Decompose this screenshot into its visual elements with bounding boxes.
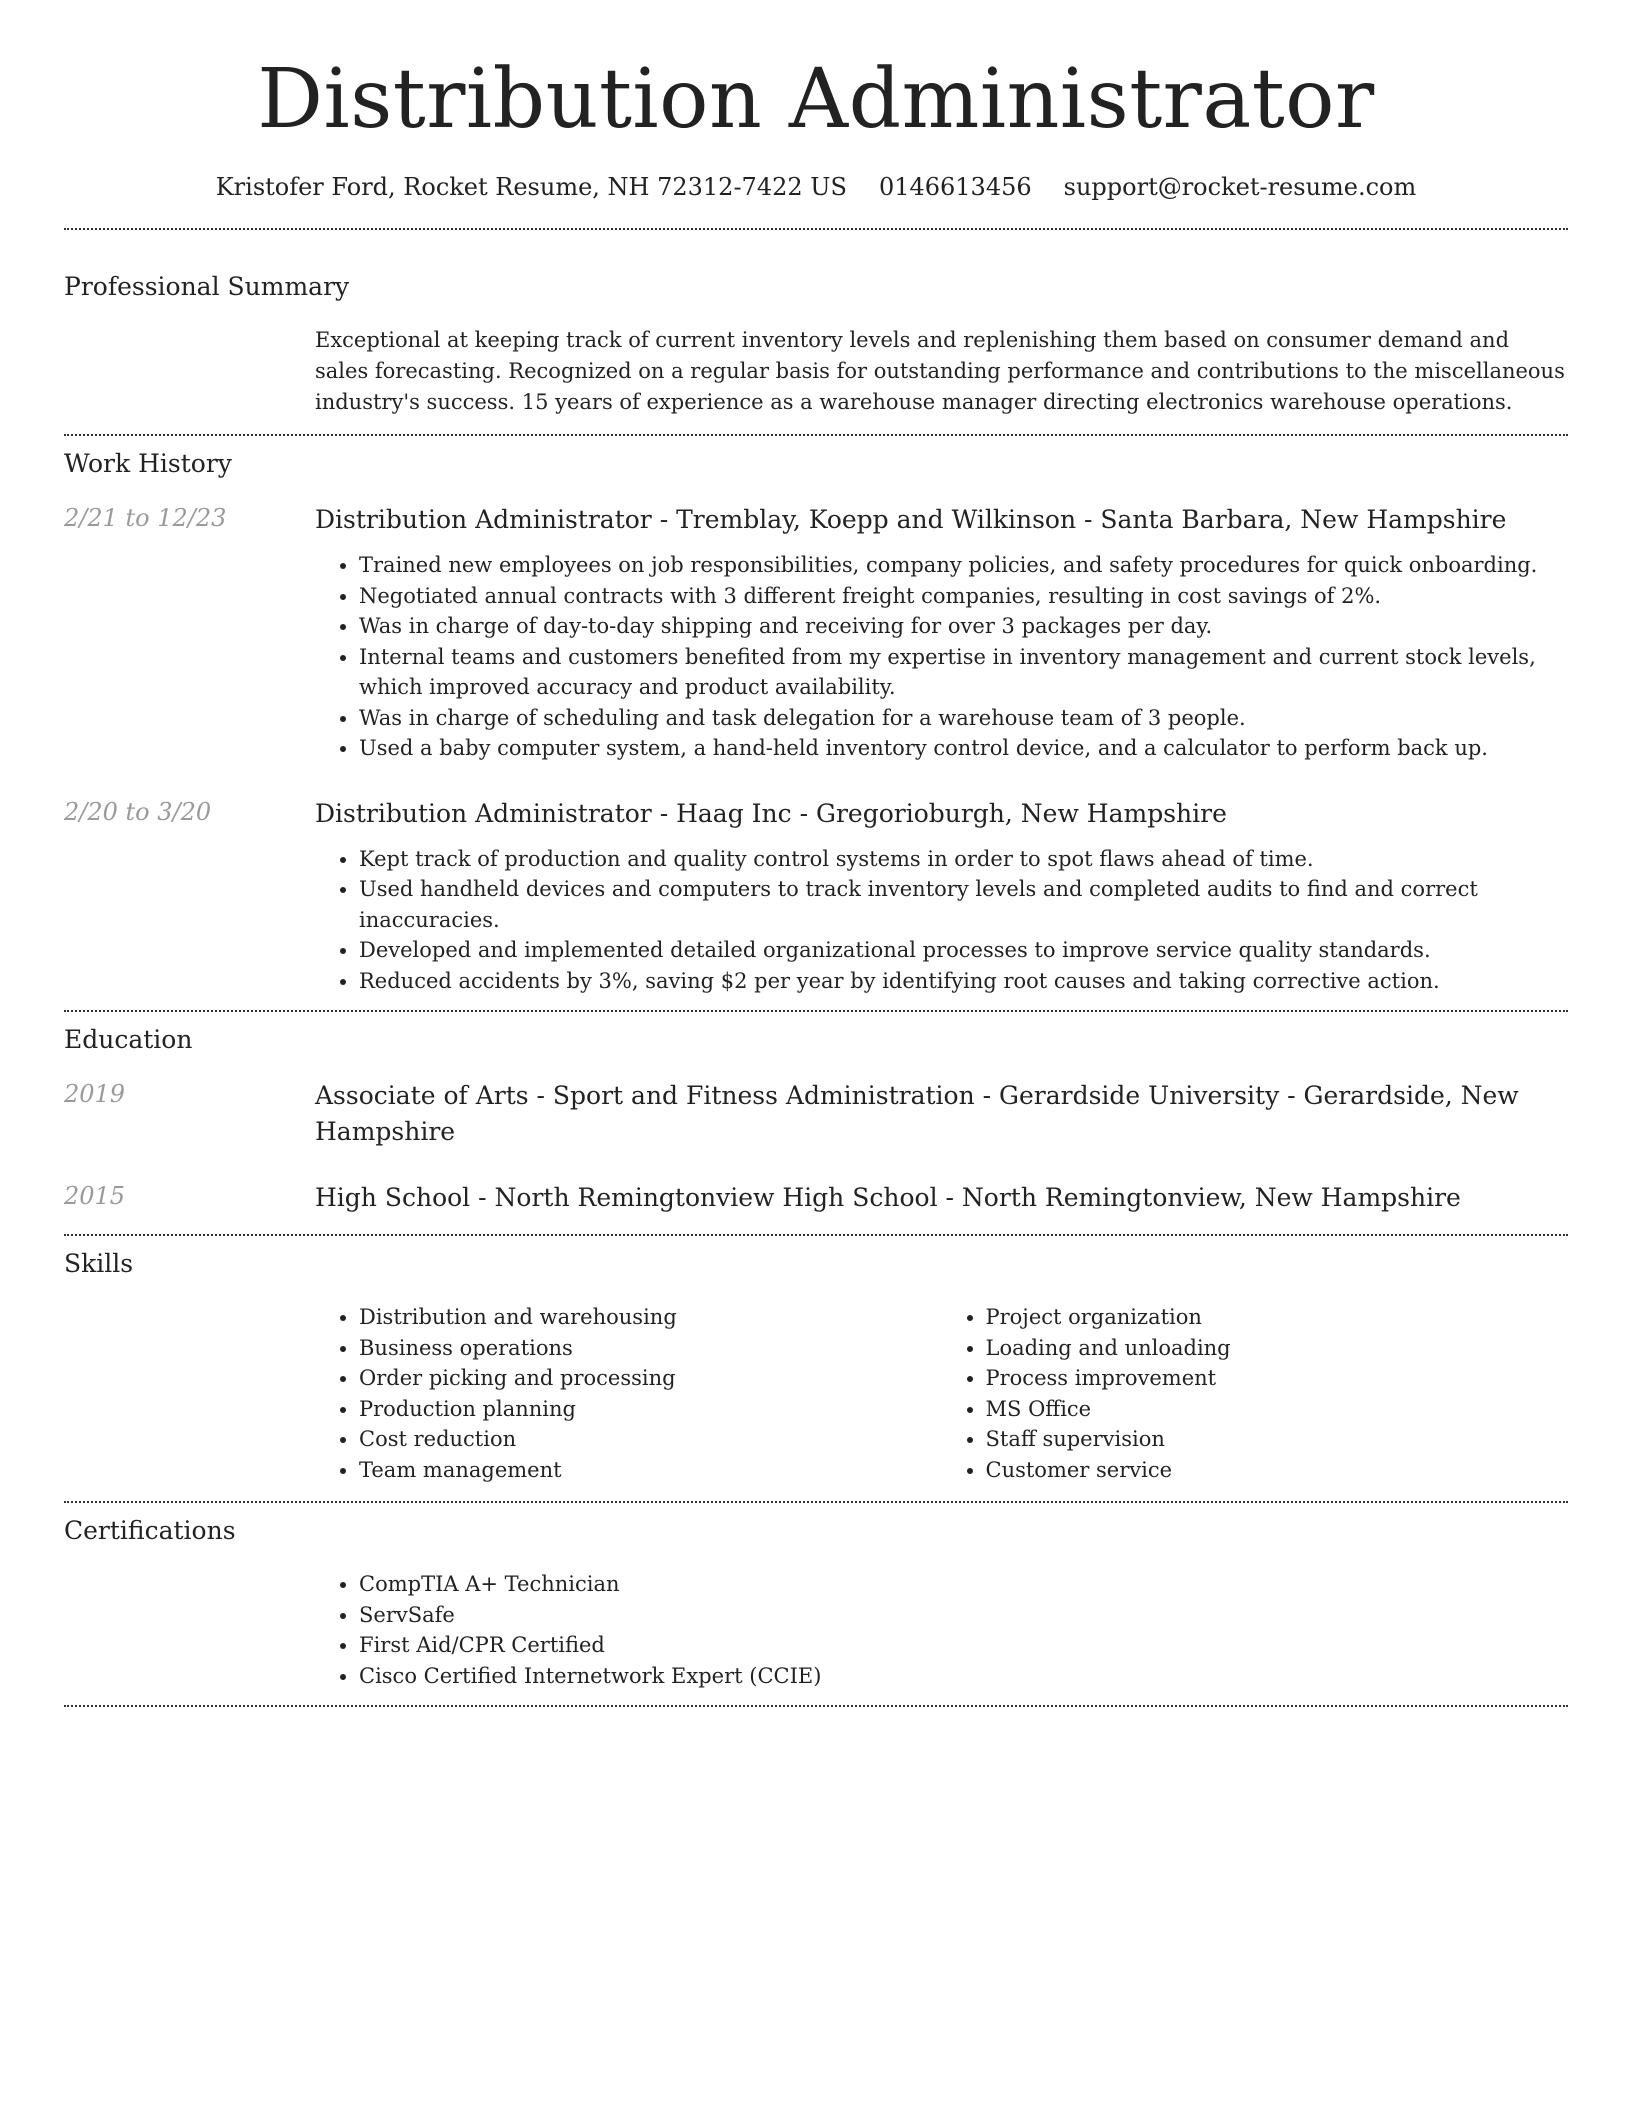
section-divider bbox=[64, 228, 1568, 230]
list-item: • Kept track of production and quality control systems in order to spot flaws ahead of time. bbox=[359, 844, 1568, 875]
certifications-heading: Certifications bbox=[64, 1516, 236, 1545]
summary-section bbox=[64, 271, 1568, 418]
contact-address: Kristofer Ford, Rocket Resume, NH 72312-7422 US bbox=[215, 173, 847, 201]
list-item: • Cost reduction bbox=[359, 1424, 942, 1455]
summary-heading: Professional Summary bbox=[64, 272, 350, 301]
education-section bbox=[64, 1024, 1568, 1216]
list-item: • Customer service bbox=[986, 1455, 1569, 1486]
contact-phone: 0146613456 bbox=[878, 173, 1032, 201]
section-divider bbox=[64, 434, 1568, 436]
list-item: • Was in charge of day-to-day shipping and receiving for over 3 packages per day. bbox=[359, 611, 1568, 642]
list-item: • Loading and unloading bbox=[986, 1333, 1569, 1364]
contact-line bbox=[64, 172, 1568, 202]
list-item: • Developed and implemented detailed organizational processes to improve service quality standards. bbox=[359, 935, 1568, 966]
list-item: • Order picking and processing bbox=[359, 1363, 942, 1394]
list-item: • MS Office bbox=[986, 1394, 1569, 1425]
list-item: • Internal teams and customers benefited from my expertise in inventory management and current stock levels, which improved accuracy and product availability. bbox=[359, 642, 1568, 703]
list-item: • Trained new employees on job responsibilities, company policies, and safety procedures for quick onboarding. bbox=[359, 550, 1568, 581]
skills-list-right bbox=[942, 1302, 1569, 1485]
job-title bbox=[315, 502, 1568, 538]
job-bullets bbox=[315, 844, 1568, 997]
resume-page bbox=[64, 0, 1568, 1707]
list-item: • First Aid/CPR Certified bbox=[359, 1630, 1568, 1661]
education-title bbox=[315, 1078, 1568, 1150]
list-item: • Reduced accidents by 3%, saving $2 per year by identifying root causes and taking corrective action. bbox=[359, 966, 1568, 997]
list-item: • CompTIA A+ Technician bbox=[359, 1569, 1568, 1600]
section-divider bbox=[64, 1010, 1568, 1012]
work-history-section bbox=[64, 448, 1568, 996]
skills-list-left bbox=[315, 1302, 942, 1485]
list-item: • Was in charge of scheduling and task delegation for a warehouse team of 3 people. bbox=[359, 703, 1568, 734]
list-item: • Staff supervision bbox=[986, 1424, 1569, 1455]
skills-columns bbox=[315, 1302, 1568, 1485]
education-entry bbox=[64, 1078, 1568, 1150]
job-role: Distribution Administrator bbox=[315, 505, 652, 534]
skills-section bbox=[64, 1248, 1568, 1485]
skills-heading: Skills bbox=[64, 1249, 134, 1278]
list-item: • Negotiated annual contracts with 3 different freight companies, resulting in cost savings of 2%. bbox=[359, 581, 1568, 612]
section-divider bbox=[64, 1501, 1568, 1503]
job-dates: 2/20 to 3/20 bbox=[64, 797, 212, 826]
job-dates: 2/21 to 12/23 bbox=[64, 504, 227, 532]
list-item: • Production planning bbox=[359, 1394, 942, 1425]
education-degree: Associate of Arts - Sport and Fitness Administration bbox=[315, 1081, 975, 1110]
list-item: • Distribution and warehousing bbox=[359, 1302, 942, 1333]
job-details: - Tremblay, Koepp and Wilkinson - Santa Barbara, New Hampshire bbox=[651, 505, 1507, 534]
work-history-heading: Work History bbox=[64, 449, 232, 478]
education-year: 2019 bbox=[64, 1080, 126, 1108]
education-heading: Education bbox=[64, 1025, 193, 1054]
job-entry bbox=[64, 502, 1568, 764]
education-details: - North Remingtonview High School - North Remingtonview, New Hampshire bbox=[470, 1183, 1461, 1212]
list-item: • Business operations bbox=[359, 1333, 942, 1364]
education-entry bbox=[64, 1180, 1568, 1216]
job-details: - Haag Inc - Gregorioburgh, New Hampshire bbox=[651, 798, 1227, 828]
job-title bbox=[315, 796, 1568, 832]
candidate-name: Distribution Administrator bbox=[257, 52, 1375, 147]
list-item: • Team management bbox=[359, 1455, 942, 1486]
list-item: • Cisco Certified Internetwork Expert (CCIE) bbox=[359, 1661, 1568, 1692]
section-divider bbox=[64, 1234, 1568, 1236]
section-divider bbox=[64, 1705, 1568, 1707]
certifications-section bbox=[64, 1515, 1568, 1691]
education-title bbox=[315, 1180, 1568, 1216]
job-bullets bbox=[315, 550, 1568, 764]
contact-email: support@rocket-resume.com bbox=[1063, 173, 1417, 201]
list-item: • Project organization bbox=[986, 1302, 1569, 1333]
list-item: • ServSafe bbox=[359, 1600, 1568, 1631]
certifications-list bbox=[315, 1569, 1568, 1691]
list-item: • Used handheld devices and computers to track inventory levels and completed audits to find and correct inaccuracies. bbox=[359, 874, 1568, 935]
job-role: Distribution Administrator bbox=[315, 798, 652, 828]
list-item: • Used a baby computer system, a hand-held inventory control device, and a calculator to perform back up. bbox=[359, 733, 1568, 764]
summary-text: Exceptional at keeping track of current inventory levels and replenishing them based on consumer demand and sales forecasting. Recognized on a regular basis for outstanding performance and contributions to the miscellaneous industry's success. 15 years of experience as a warehouse manager directing electronics warehouse operations. bbox=[315, 328, 1565, 414]
education-details: - Gerardside University - Gerardside, New Hampshire bbox=[315, 1081, 1519, 1146]
list-item: • Process improvement bbox=[986, 1363, 1569, 1394]
education-degree: High School bbox=[315, 1183, 471, 1212]
education-year: 2015 bbox=[64, 1182, 126, 1210]
job-entry bbox=[64, 796, 1568, 997]
